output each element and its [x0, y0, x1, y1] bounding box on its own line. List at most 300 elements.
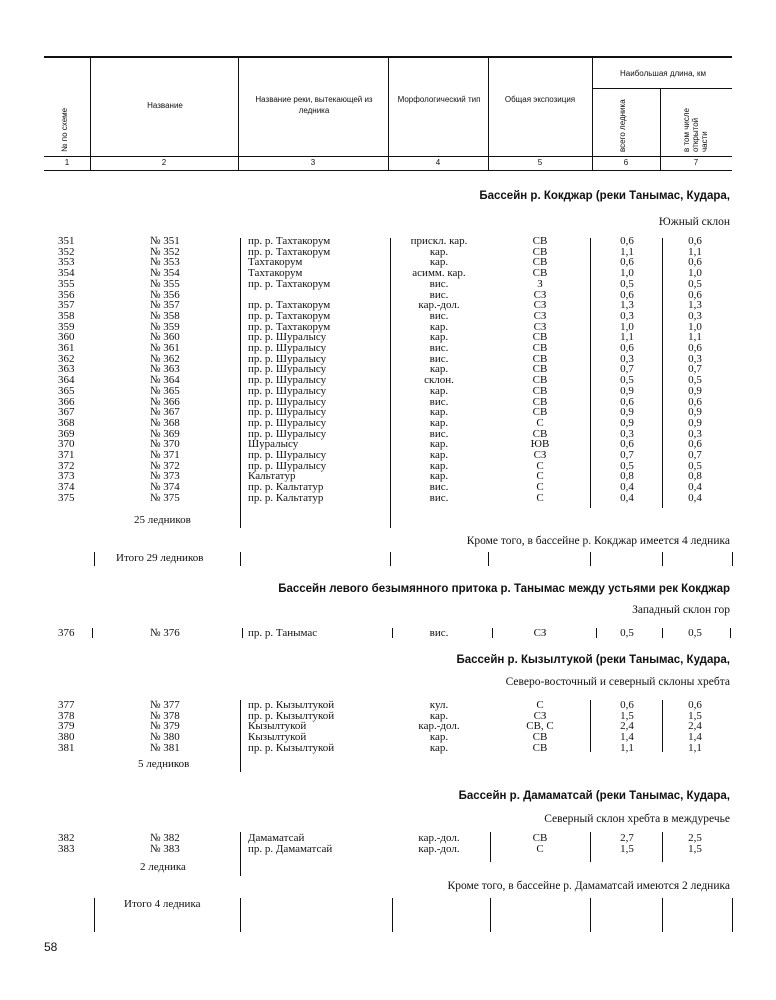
- table-row: [0, 375, 776, 386]
- cell-col1: 356: [58, 288, 75, 301]
- cell-col2: № 355: [150, 277, 180, 290]
- cell-col1: 382: [58, 832, 75, 844]
- cell-col1: 372: [58, 459, 75, 472]
- column-bar: [490, 898, 491, 932]
- cell-col7: 1,5: [688, 842, 702, 855]
- cell-col2: № 370: [150, 438, 180, 451]
- table-row: [0, 257, 776, 268]
- section-count: 25 ледников: [134, 514, 191, 526]
- cell-col6: 0,6: [620, 395, 634, 408]
- table-row: [0, 700, 776, 711]
- cell-col6: 0,3: [620, 309, 634, 322]
- cell-col6: 0,6: [620, 256, 634, 269]
- column-bar: [390, 552, 391, 566]
- cell-col2: № 369: [150, 427, 180, 440]
- cell-col2: № 383: [150, 842, 180, 855]
- table-row: [0, 290, 776, 301]
- cell-col4: вис.: [429, 352, 449, 365]
- section-title: Бассейн р. Кызылтукой (реки Танымас, Кудара,: [456, 654, 730, 666]
- cell-col6: 0,7: [620, 363, 634, 376]
- header-col7: в том числе открытой части: [682, 108, 709, 152]
- cell-col3: пр. р. Танымас: [248, 627, 318, 639]
- cell-col3: Шуралысу: [248, 438, 299, 451]
- table-row: [0, 450, 776, 461]
- cell-col4: кар.: [429, 741, 449, 754]
- cell-col2: № 378: [150, 709, 180, 722]
- cell-col1: 367: [58, 406, 75, 419]
- cell-col5: СВ: [532, 395, 548, 408]
- cell-col1: 370: [58, 438, 75, 451]
- cell-col1: 368: [58, 416, 75, 429]
- cell-col7: 0,9: [688, 416, 702, 429]
- cell-col7: 1,1: [688, 331, 702, 344]
- cell-col1: 354: [58, 267, 75, 280]
- cell-col4: кар.: [429, 245, 449, 258]
- cell-col6: 0,7: [620, 449, 634, 461]
- section-subtitle: Северо-восточный и северный склоны хребта: [505, 676, 730, 688]
- cell-col1: 378: [58, 709, 75, 722]
- column-bar: [240, 238, 241, 528]
- cell-col6: 0,9: [620, 416, 634, 429]
- cell-col1: 359: [58, 320, 75, 333]
- column-bar: [390, 238, 391, 528]
- cell-col3: пр. р. Шуралысу: [248, 331, 327, 344]
- cell-col4: вис.: [429, 481, 449, 494]
- cell-col5: СЗ: [533, 627, 547, 639]
- cell-col6: 2,4: [620, 720, 634, 733]
- section-subtitle: Северный склон хребта в междуречье: [544, 813, 730, 825]
- column-bar: [392, 628, 393, 638]
- column-bar: [240, 552, 241, 566]
- cell-col4: склон.: [424, 374, 454, 387]
- cell-col5: С: [536, 481, 544, 494]
- section-total: Итого 4 ледника: [124, 898, 201, 910]
- section-note: Кроме того, в бассейне р. Кокджар имеется 4 ледника: [466, 535, 730, 547]
- header-divider: [238, 56, 239, 170]
- header-divider: [592, 56, 593, 170]
- cell-col2: № 376: [150, 627, 180, 639]
- header-col2: Название: [147, 101, 183, 110]
- cell-col2: № 354: [150, 267, 180, 280]
- cell-col7: 0,3: [688, 352, 702, 365]
- cell-col5: СВ: [532, 832, 548, 844]
- cell-col3: пр. р. Шуралысу: [248, 363, 327, 376]
- cell-col1: 375: [58, 491, 75, 504]
- cell-col3: Тахтакорум: [248, 256, 303, 269]
- cell-col2: № 353: [150, 256, 180, 269]
- cell-col4: кар.: [429, 416, 449, 429]
- cell-col6: 0,6: [620, 235, 634, 247]
- cell-col7: 0,6: [688, 235, 702, 247]
- cell-col4: кар.-дол.: [418, 299, 460, 312]
- section-title: Бассейн левого безымянного притока р. Танымас между устьями рек Кокджар: [278, 583, 730, 595]
- cell-col3: Кальтатур: [248, 470, 296, 483]
- cell-col5: СВ: [532, 245, 548, 258]
- cell-col5: СВ: [532, 352, 548, 365]
- cell-col7: 0,5: [688, 627, 702, 639]
- column-bar: [662, 628, 663, 638]
- cell-col1: 379: [58, 720, 75, 733]
- cell-col5: З: [537, 277, 543, 290]
- cell-col4: кар.: [429, 406, 449, 419]
- cell-col6: 0,9: [620, 406, 634, 419]
- cell-col2: № 364: [150, 374, 180, 387]
- cell-col4: кар.: [429, 438, 449, 451]
- cell-col1: 351: [58, 235, 75, 247]
- table-row: [0, 343, 776, 354]
- cell-col2: № 381: [150, 741, 180, 754]
- cell-col7: 0,7: [688, 363, 702, 376]
- cell-col2: № 356: [150, 288, 180, 301]
- cell-col7: 1,0: [688, 320, 702, 333]
- cell-col4: кар.: [429, 449, 449, 461]
- header-col67: Наибольшая длина, км: [620, 69, 706, 78]
- cell-col6: 1,0: [620, 320, 634, 333]
- table-row: [0, 743, 776, 754]
- cell-col7: 0,9: [688, 406, 702, 419]
- cell-col4: кар.: [429, 459, 449, 472]
- cell-col5: СВ: [532, 741, 548, 754]
- cell-col5: С: [536, 459, 544, 472]
- cell-col5: СВ: [532, 267, 548, 280]
- cell-col4: вис.: [429, 288, 449, 301]
- cell-col3: пр. р. Кальтатур: [248, 481, 324, 494]
- header-divider: [488, 56, 489, 170]
- cell-col5: С: [536, 842, 544, 855]
- cell-col7: 0,6: [688, 288, 702, 301]
- cell-col4: прискл. кар.: [410, 235, 468, 247]
- cell-col1: 362: [58, 352, 75, 365]
- header-col1: № по схеме: [60, 107, 69, 152]
- cell-col1: 357: [58, 299, 75, 312]
- column-bar: [240, 700, 241, 772]
- cell-col7: 1,1: [688, 741, 702, 754]
- section-title: Бассейн р. Дамаматсай (реки Танымас, Кудара,: [458, 790, 730, 802]
- table-row: [0, 247, 776, 258]
- cell-col6: 0,3: [620, 427, 634, 440]
- cell-col2: № 366: [150, 395, 180, 408]
- cell-col6: 0,5: [620, 459, 634, 472]
- cell-col4: вис.: [429, 342, 449, 354]
- cell-col6: 0,5: [620, 374, 634, 387]
- cell-col1: 365: [58, 384, 75, 397]
- table-row: [0, 268, 776, 279]
- cell-col2: № 352: [150, 245, 180, 258]
- cell-col3: пр. р. Дамаматсай: [248, 842, 333, 855]
- cell-col7: 1,0: [688, 267, 702, 280]
- cell-col4: вис.: [429, 309, 449, 322]
- cell-col4: кар.: [429, 470, 449, 483]
- cell-col1: 380: [58, 731, 75, 744]
- cell-col5: СВ: [532, 363, 548, 376]
- cell-col7: 0,7: [688, 449, 702, 461]
- col-number: 6: [623, 158, 629, 167]
- cell-col4: асимм. кар.: [412, 267, 466, 280]
- cell-col3: Дамаматсай: [248, 832, 305, 844]
- table-row: [0, 721, 776, 732]
- cell-col7: 2,4: [688, 720, 702, 733]
- table-row: [0, 628, 776, 639]
- header-divider: [90, 56, 91, 170]
- cell-col6: 0,5: [620, 277, 634, 290]
- cell-col2: № 351: [150, 235, 180, 247]
- cell-col2: № 373: [150, 470, 180, 483]
- header-col5: Общая экспозиция: [504, 95, 576, 104]
- table-row: [0, 332, 776, 343]
- cell-col1: 369: [58, 427, 75, 440]
- column-bar: [590, 898, 591, 932]
- cell-col3: пр. р. Тахтакорум: [248, 309, 331, 322]
- cell-col1: 377: [58, 699, 75, 711]
- cell-col3: пр. р. Кызылтукой: [248, 741, 335, 754]
- cell-col7: 0,6: [688, 699, 702, 711]
- cell-col7: 0,6: [688, 438, 702, 451]
- table-row: [0, 493, 776, 504]
- column-bar: [488, 552, 489, 566]
- cell-col7: 0,5: [688, 459, 702, 472]
- cell-col1: 353: [58, 256, 75, 269]
- cell-col3: пр. р. Тахтакорум: [248, 299, 331, 312]
- cell-col3: пр. р. Тахтакорум: [248, 320, 331, 333]
- cell-col5: СЗ: [533, 709, 547, 722]
- cell-col1: 358: [58, 309, 75, 322]
- cell-col2: № 380: [150, 731, 180, 744]
- cell-col5: СВ, С: [526, 720, 554, 733]
- col-number: 3: [310, 158, 316, 167]
- cell-col6: 0,9: [620, 384, 634, 397]
- cell-col1: 373: [58, 470, 75, 483]
- cell-col7: 1,3: [688, 299, 702, 312]
- cell-col6: 0,6: [620, 288, 634, 301]
- column-bar: [490, 832, 491, 862]
- cell-col4: вис.: [429, 627, 449, 639]
- cell-col3: пр. р. Шуралысу: [248, 395, 327, 408]
- cell-col7: 0,8: [688, 470, 702, 483]
- col-number: 7: [693, 158, 699, 167]
- column-bar: [240, 832, 241, 876]
- cell-col2: № 371: [150, 449, 180, 461]
- cell-col5: ЮВ: [530, 438, 550, 451]
- cell-col7: 1,5: [688, 709, 702, 722]
- table-row: [0, 236, 776, 247]
- cell-col5: СВ: [532, 427, 548, 440]
- section-subtitle: Западный склон гор: [632, 604, 730, 616]
- column-bar: [662, 238, 663, 508]
- col-number: 2: [161, 158, 167, 167]
- table-row: [0, 386, 776, 397]
- cell-col6: 1,1: [620, 331, 634, 344]
- header-bottom-rule: [44, 170, 732, 171]
- cell-col6: 0,6: [620, 438, 634, 451]
- cell-col6: 1,5: [620, 842, 634, 855]
- cell-col2: № 372: [150, 459, 180, 472]
- column-bar: [732, 552, 733, 566]
- cell-col6: 0,4: [620, 491, 634, 504]
- cell-col2: № 365: [150, 384, 180, 397]
- column-bar: [732, 898, 733, 932]
- cell-col6: 1,5: [620, 709, 634, 722]
- cell-col6: 2,7: [620, 832, 634, 844]
- column-bar: [94, 552, 95, 566]
- header-divider: [388, 56, 389, 170]
- column-bar: [392, 898, 393, 932]
- table-row: [0, 354, 776, 365]
- cell-col4: кар.-дол.: [418, 720, 460, 733]
- cell-col3: Кызылтукой: [248, 720, 307, 733]
- cell-col7: 0,3: [688, 309, 702, 322]
- header-col4: Морфологический тип: [397, 95, 481, 104]
- cell-col7: 1,1: [688, 245, 702, 258]
- cell-col6: 0,4: [620, 481, 634, 494]
- cell-col5: С: [536, 416, 544, 429]
- cell-col2: № 367: [150, 406, 180, 419]
- cell-col3: пр. р. Шуралысу: [248, 449, 327, 461]
- table-row: [0, 364, 776, 375]
- column-bar: [590, 832, 591, 862]
- cell-col7: 0,9: [688, 384, 702, 397]
- section-subtitle: Южный склон: [658, 216, 730, 228]
- col-number: 4: [435, 158, 441, 167]
- cell-col2: № 375: [150, 491, 180, 504]
- col-number: 5: [537, 158, 543, 167]
- cell-col1: 352: [58, 245, 75, 258]
- section-note: Кроме того, в бассейне р. Дамаматсай имеются 2 ледника: [447, 880, 730, 892]
- cell-col5: С: [536, 699, 544, 711]
- table-row: [0, 482, 776, 493]
- cell-col3: пр. р. Шуралысу: [248, 352, 327, 365]
- cell-col3: пр. р. Шуралысу: [248, 384, 327, 397]
- cell-col1: 371: [58, 449, 75, 461]
- cell-col5: СВ: [532, 384, 548, 397]
- page-number: 58: [44, 940, 58, 954]
- cell-col7: 2,5: [688, 832, 702, 844]
- section-count: 5 ледников: [138, 758, 190, 770]
- cell-col2: № 368: [150, 416, 180, 429]
- cell-col2: № 379: [150, 720, 180, 733]
- cell-col5: СВ: [532, 731, 548, 744]
- cell-col2: № 357: [150, 299, 180, 312]
- cell-col4: кар.: [429, 320, 449, 333]
- cell-col4: кар.: [429, 709, 449, 722]
- cell-col6: 0,5: [620, 627, 634, 639]
- cell-col6: 1,1: [620, 741, 634, 754]
- table-row: [0, 418, 776, 429]
- cell-col4: кар.-дол.: [418, 842, 460, 855]
- cell-col3: пр. р. Тахтакорум: [248, 245, 331, 258]
- cell-col3: пр. р. Тахтакорум: [248, 277, 331, 290]
- cell-col2: № 359: [150, 320, 180, 333]
- column-bar: [730, 628, 731, 638]
- col-number: 1: [64, 158, 70, 167]
- cell-col2: № 362: [150, 352, 180, 365]
- cell-col2: № 382: [150, 832, 180, 844]
- cell-col6: 1,4: [620, 731, 634, 744]
- cell-col5: СЗ: [533, 299, 547, 312]
- cell-col7: 0,5: [688, 277, 702, 290]
- section-count: 2 ледника: [140, 861, 186, 873]
- column-bar: [94, 898, 95, 932]
- cell-col3: Кызылтукой: [248, 731, 307, 744]
- cell-col7: 0,5: [688, 374, 702, 387]
- cell-col1: 363: [58, 363, 75, 376]
- cell-col1: 376: [58, 627, 75, 639]
- cell-col2: № 374: [150, 481, 180, 494]
- cell-col1: 360: [58, 331, 75, 344]
- cell-col3: пр. р. Шуралысу: [248, 406, 327, 419]
- table-row: [0, 300, 776, 311]
- cell-col6: 0,6: [620, 699, 634, 711]
- cell-col5: СВ: [532, 256, 548, 269]
- cell-col7: 0,6: [688, 256, 702, 269]
- table-row: [0, 732, 776, 743]
- cell-col2: № 377: [150, 699, 180, 711]
- cell-col6: 0,8: [620, 470, 634, 483]
- cell-col4: вис.: [429, 277, 449, 290]
- cell-col6: 1,0: [620, 267, 634, 280]
- cell-col1: 364: [58, 374, 75, 387]
- cell-col5: С: [536, 491, 544, 504]
- table-row: [0, 711, 776, 722]
- header-col6: всего ледника: [618, 99, 627, 152]
- cell-col1: 381: [58, 741, 75, 754]
- column-bar: [92, 628, 93, 638]
- cell-col4: вис.: [429, 395, 449, 408]
- cell-col4: кул.: [429, 699, 449, 711]
- table-row: [0, 322, 776, 333]
- cell-col3: Тахтакорум: [248, 267, 303, 280]
- cell-col2: № 358: [150, 309, 180, 322]
- column-bar: [242, 628, 243, 638]
- header-col3: Название реки, вытекающей из ледника: [255, 95, 373, 115]
- cell-col7: 1,4: [688, 731, 702, 744]
- cell-col3: пр. р. Кызылтукой: [248, 699, 335, 711]
- table-row: [0, 279, 776, 290]
- cell-col2: № 360: [150, 331, 180, 344]
- cell-col1: 355: [58, 277, 75, 290]
- cell-col1: 361: [58, 342, 75, 354]
- cell-col4: кар.-дол.: [418, 832, 460, 844]
- cell-col4: кар.: [429, 331, 449, 344]
- table-row: [0, 407, 776, 418]
- cell-col2: № 363: [150, 363, 180, 376]
- cell-col5: СЗ: [533, 320, 547, 333]
- cell-col7: 0,3: [688, 427, 702, 440]
- cell-col5: С: [536, 470, 544, 483]
- table-row: [0, 844, 776, 855]
- cell-col5: СВ: [532, 374, 548, 387]
- section-total: Итого 29 ледников: [116, 552, 204, 564]
- cell-col3: пр. р. Шуралысу: [248, 342, 327, 354]
- cell-col3: пр. р. Шуралысу: [248, 459, 327, 472]
- section-title: Бассейн р. Кокджар (реки Танымас, Кудара,: [479, 190, 730, 202]
- column-bar: [662, 832, 663, 862]
- cell-col1: 374: [58, 481, 75, 494]
- cell-col3: пр. р. Тахтакорум: [248, 235, 331, 247]
- table-row: [0, 471, 776, 482]
- column-bar: [590, 238, 591, 508]
- cell-col4: кар.: [429, 384, 449, 397]
- cell-col5: СВ: [532, 406, 548, 419]
- table-row: [0, 311, 776, 322]
- column-bar: [492, 628, 493, 638]
- cell-col3: пр. р. Шуралысу: [248, 427, 327, 440]
- cell-col3: пр. р. Шуралысу: [248, 374, 327, 387]
- cell-col5: СЗ: [533, 288, 547, 301]
- cell-col5: СВ: [532, 342, 548, 354]
- column-bar: [240, 898, 241, 932]
- column-bar: [596, 628, 597, 638]
- cell-col5: СЗ: [533, 449, 547, 461]
